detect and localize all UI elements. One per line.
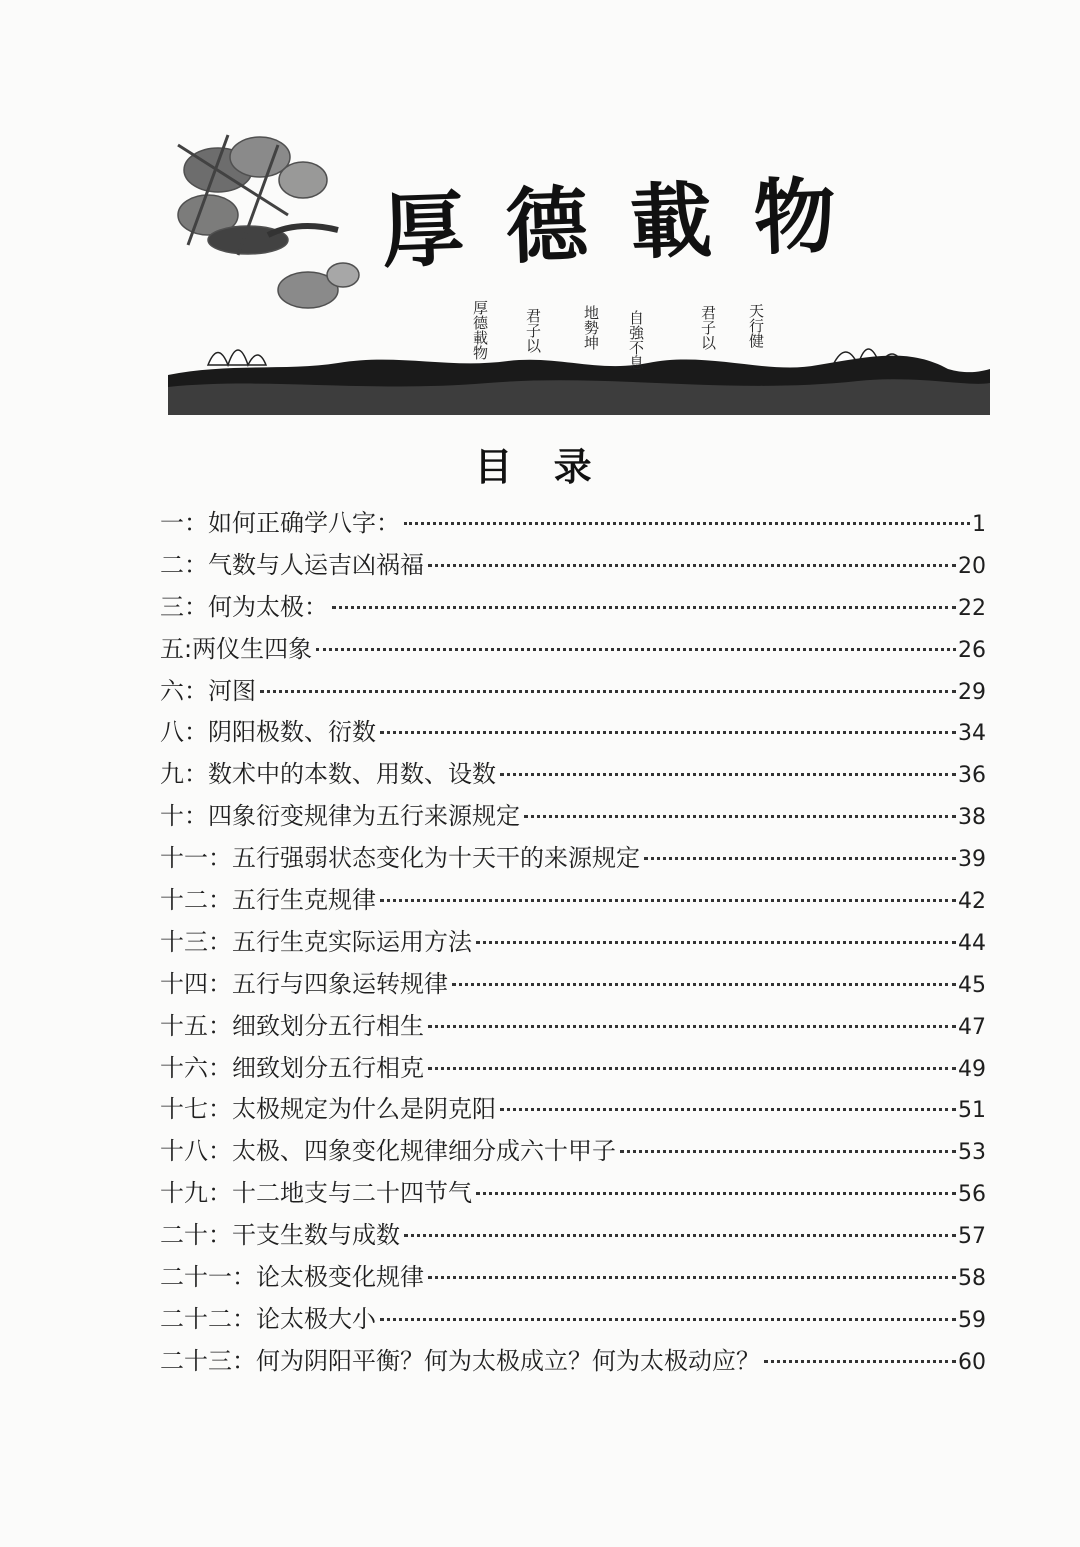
toc-entry-label: 十三：五行生克实际运用方法 [160,927,472,956]
toc-entry[interactable] [160,587,986,629]
couplet-column-2: 君子以 [699,305,717,350]
dot-leader [500,773,956,776]
toc-entry-label: 二：气数与人运吉凶祸福 [160,550,424,579]
toc-heading: 目 录 [474,445,606,489]
toc-entry[interactable] [160,796,986,838]
ink-painting-banner [168,125,990,415]
toc-entry-page: 44 [958,930,986,956]
toc-entry-page: 56 [958,1182,986,1208]
toc-entry[interactable] [160,1048,986,1090]
dot-leader [260,690,956,693]
table-of-contents [160,503,986,1383]
dot-leader [764,1360,956,1363]
toc-entry-label: 八：阴阳极数、衍数 [160,718,376,747]
toc-entry-label: 十六：细致划分五行相克 [160,1053,424,1082]
toc-entry[interactable] [160,1006,986,1048]
toc-entry-label: 十四：五行与四象运转规律 [160,969,448,998]
dot-leader [404,1234,956,1237]
couplet-column-4: 地勢坤 [582,305,600,350]
toc-entry-label: 十：四象衍变规律为五行来源规定 [160,802,520,831]
toc-entry[interactable] [160,1257,986,1299]
dot-leader [620,1150,956,1153]
toc-entry-page: 26 [958,637,986,663]
toc-entry-label: 三：何为太极： [160,592,328,621]
dot-leader [380,899,956,902]
toc-entry-page: 36 [958,763,986,789]
flower-cluster-icon [178,135,359,308]
dot-leader [476,1192,956,1195]
dot-leader [476,941,956,944]
toc-entry[interactable] [160,503,986,545]
toc-entry-label: 十七：太极规定为什么是阴克阳 [160,1095,496,1124]
dot-leader [524,815,956,818]
dot-leader [380,731,956,734]
dot-leader [380,1318,956,1321]
couplet-column-6: 厚德載物 [471,300,489,360]
toc-entry-label: 十二：五行生克规律 [160,886,376,915]
toc-entry[interactable] [160,1131,986,1173]
toc-entry-label: 十五：细致划分五行相生 [160,1011,424,1040]
dot-leader [644,857,956,860]
toc-entry-page: 34 [958,721,986,747]
toc-entry-page: 53 [958,1140,986,1166]
toc-entry[interactable] [160,1089,986,1131]
dot-leader [428,1025,956,1028]
calligraphy-title: 厚德載物 [380,166,880,280]
toc-entry-page: 60 [958,1349,986,1375]
toc-entry-label: 二十二：论太极大小 [160,1304,376,1333]
toc-entry[interactable] [160,1215,986,1257]
toc-entry[interactable] [160,838,986,880]
dot-leader [428,1067,956,1070]
toc-entry[interactable] [160,1299,986,1341]
toc-entry-label: 十一：五行强弱状态变化为十天干的来源规定 [160,844,640,873]
toc-entry-label: 六：河图 [160,676,256,705]
toc-entry-page: 29 [958,679,986,705]
toc-entry[interactable] [160,1341,986,1383]
toc-entry-page: 58 [958,1266,986,1292]
toc-entry-page: 39 [958,847,986,873]
dot-leader [316,648,956,651]
toc-entry[interactable] [160,754,986,796]
toc-entry-page: 51 [958,1098,986,1124]
toc-entry-page: 1 [972,512,986,537]
couplet-column-1: 天行健 [747,303,765,348]
toc-entry-label: 五:两仪生四象 [160,634,313,663]
toc-entry-label: 十八：太极、四象变化规律细分成六十甲子 [160,1137,616,1166]
toc-entry-page: 42 [958,889,986,915]
toc-entry-label: 九：数术中的本数、用数、设数 [160,760,496,789]
dot-leader [404,522,970,525]
toc-entry-page: 20 [958,553,986,579]
dot-leader [452,983,956,986]
toc-entry[interactable] [160,629,986,671]
toc-entry-page: 59 [958,1307,986,1333]
toc-entry-page: 22 [958,595,986,621]
toc-entry-page: 45 [958,972,986,998]
toc-entry-page: 49 [958,1056,986,1082]
toc-entry[interactable] [160,671,986,713]
couplet-columns [471,300,765,370]
toc-entry-label: 二十：干支生数与成数 [160,1221,400,1250]
toc-entry[interactable] [160,880,986,922]
toc-entry[interactable] [160,922,986,964]
dot-leader [428,1276,956,1279]
toc-entry[interactable] [160,545,986,587]
toc-entry-label: 一：如何正确学八字： [160,509,400,537]
toc-entry[interactable] [160,964,986,1006]
toc-entry-label: 十九：十二地支与二十四节气 [160,1179,472,1208]
dot-leader [500,1108,956,1111]
toc-entry-label: 二十一：论太极变化规律 [160,1263,424,1292]
toc-entry[interactable] [160,712,986,754]
dot-leader [428,564,956,567]
toc-entry-page: 47 [958,1014,986,1040]
toc-entry-page: 57 [958,1224,986,1250]
dot-leader [332,606,956,609]
toc-entry-label: 二十三：何为阴阳平衡？何为太极成立？何为太极动应？ [160,1346,760,1375]
lotus-left-icon [208,350,266,365]
couplet-column-5: 君子以 [524,308,542,353]
couplet-column-3: 自強不息 [627,310,645,370]
toc-entry-page: 38 [958,805,986,831]
toc-entry[interactable] [160,1173,986,1215]
